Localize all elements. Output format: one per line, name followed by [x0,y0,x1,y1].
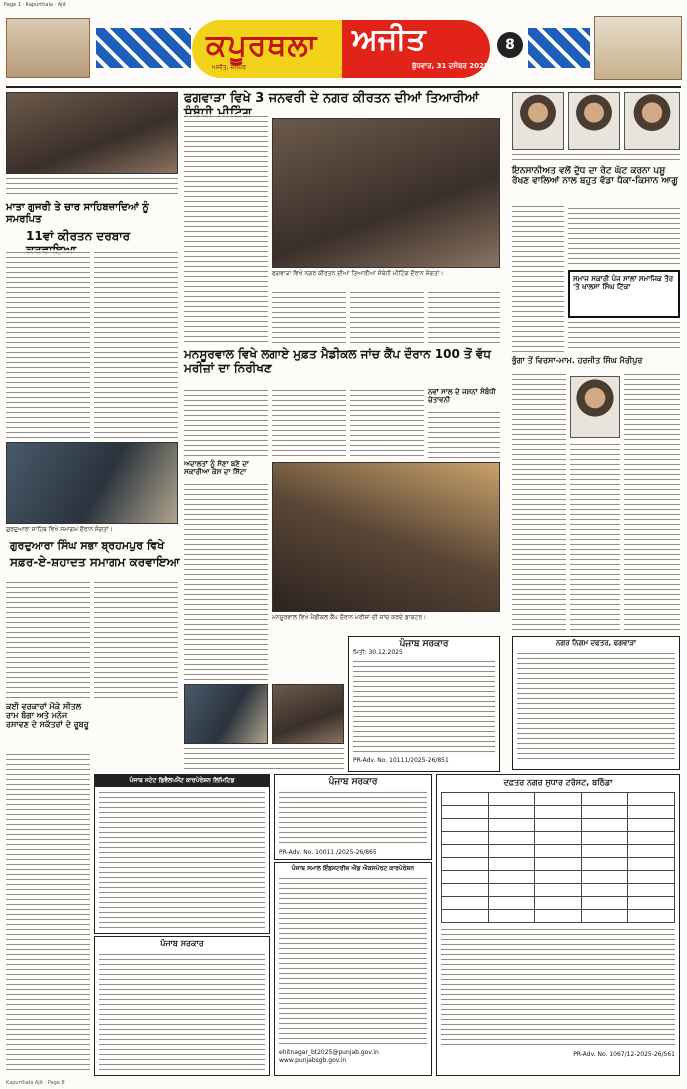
masthead-date: ਬੁੱਧਵਾਰ, 31 ਦਸੰਬਰ 2025 [412,62,489,70]
nagar-nigam-title: ਨਗਰ ਨਿਗਮ ਦਫਤਰ, ਫਗਵਾੜਾ [555,639,637,647]
pssdc-title: ਪੰਜਾਬ ਸਟੇਟ ਡਿਵੈਲਪਮੈਂਟ ਕਾਰਪੋਰੇਸ਼ਨ ਲਿਮਿਟਿਡ [95,775,269,787]
kicker-box [568,270,680,318]
nagar-sudhar-title: ਦਫ਼ਤਰ ਨਗਰ ਸੁਧਾਰ ਟਰੱਸਟ, ਬਠਿੰਡਾ [503,778,613,787]
article-8-body [184,482,268,682]
ad-3-pr-number: PR-Adv. No. 10011 /2025-26/865 [279,849,377,856]
article-1-body-col2 [272,290,346,344]
portrait-1 [512,92,564,150]
kicker-box-text: ਸਮਾਜ ਸਕਾਰੀ ਪੰਜ ਸਾਲਾਂ ਸਮਾਜਿਕ ਤੌਰ 'ਤੇ ਖਾਲਸਾ ਸਿੰਘ ਟਿੱਕਾ [573,275,674,292]
pssdc-ad [94,774,270,934]
masthead-title-left: ਕਪੂਰਥਲਾ [206,28,318,63]
article-1-headline: ਫਗਵਾੜਾ ਵਿਖੇ 3 ਜਨਵਰੀ ਦੇ ਨਗਰ ਕੀਰਤਨ ਦੀਆਂ ਤਿਆਰੀਆਂ [184,91,479,106]
masthead [0,12,687,86]
title-right-panel [342,20,490,78]
article-2-body-col1 [6,250,90,438]
gurdwara-sangat-photo [6,442,178,524]
article-6-body-col1 [512,372,566,634]
masthead-rule [6,86,681,88]
psiec-email: ehitnagar_bt2025@punjab.gov.in [279,1049,379,1056]
punjab-sarkar-ad-3 [274,774,432,860]
article-1-body-col3 [350,290,424,344]
psiec-ad [274,862,432,1076]
article-5-body-col3 [568,320,680,352]
kirtan-stage-photo [6,92,178,174]
page-footer: Kapurthala Ajit · Page 8 [6,1080,65,1086]
article-4-subheadline: ਸਫ਼ਰ-ਏ-ਸ਼ਹਾਦਤ ਸਮਾਗਮ ਕਰਵਾਇਆ [10,555,180,569]
nagar-nigam-body [517,651,675,759]
psiec-body [279,876,427,1046]
nagar-nigam-ad [512,636,680,770]
article-5-headline: ਇਨਸਾਨੀਅਤ ਵਲੋਂ ਦੁੱਧ ਦਾ ਰੇਟ ਘੱਟ ਕਰਨਾ ਪਸ਼ੂ ਰੱਖਣ ਵਾਲਿਆਂ ਨਾਲ ਬਹੁਤ ਵੱਡਾ ਧੱਕਾ-ਕਿਸਾਨ ਆਗੂ [512,166,678,187]
camp-group-photo-1 [184,684,268,744]
nagar-sudhar-table [441,792,675,923]
article-8-headline: ਅਦਾਲਤਾਂ ਨੂੰ ਸੋਣਾ ਬਣੇ ਦਾ ਸਕਾਰੀਆ ਕੇਸ ਦਾ ਸਿੱਟਾ [184,460,249,477]
photo-caption-lines [6,176,178,198]
caption-2: ਮਨਸੂਰਵਾਲ ਵਿਖੇ ਮੈਡੀਕਲ ਕੈਂਪ ਦੌਰਾਨ ਮਰੀਜ਼ਾਂ ਦੀ ਜਾਂਚ ਕਰਦੇ ਡਾਕਟਰ। [272,614,427,621]
ad-1-date: ਮਿਤੀ: 30.12.2025 [353,649,403,656]
article-3-body-col2 [272,388,346,458]
ad-2-body [99,952,265,1070]
portrait-3 [624,92,680,150]
group-photo-caption [184,746,344,770]
article-2-headline: ਮਾਤਾ ਗੁਜਰੀ ਤੇ ਚਾਰ ਸਾਹਿਬਜ਼ਾਦਿਆਂ ਨੂੰ ਸਮਰਪਿਤ [6,202,149,225]
ad-1-title: ਪੰਜਾਬ ਸਰਕਾਰ [399,639,449,649]
nagar-sudhar-trust-ad [436,774,680,1076]
article-5-body-col2 [568,206,680,266]
nagar-sudhar-terms [441,927,675,1047]
page-number-badge: 8 [497,32,523,58]
caption-1: ਫਗਵਾੜਾ ਵਿਖੇ ਨਗਰ ਕੀਰਤਨ ਦੀਆਂ ਤਿਆਰੀਆਂ ਸੰਬੰਧੀ ਮੀਟਿੰਗ ਦੌਰਾਨ ਸੰਗਤਾਂ। [272,270,444,277]
ad-3-body [279,790,427,846]
article-6-body-col2 [624,372,680,634]
article-5-body-col1 [512,204,564,352]
article-6-headline: ਭੁੰਗਾ ਤੋਂ ਵਿਰਸਾ-ਮਾਮ. ਹਰਜੀਤ ਸਿੰਘ ਮੈਰੀਪੁਰ [512,356,643,365]
article-6-body-col3 [570,442,620,634]
punjab-sarkar-ad-1 [348,636,500,772]
caption-3: ਗੁਰਦੁਆਰਾ ਸਾਹਿਬ ਵਿਖੇ ਸਮਾਗਮ ਦੌਰਾਨ ਸੰਗਤਾਂ। [6,526,113,533]
article-4-body-col2 [94,580,178,700]
article-1-body-col1 [184,114,268,344]
psiec-website: www.punjabsgb.gov.in [279,1057,347,1064]
medical-camp-photo [272,462,500,612]
article-7-headline: ਕਈ ਵਰਕਾਰਾਂ ਮੌਕੇ ਸੀਤਲ ਰਾਮ ਬੰਗਾ ਅਤੇ ਮਨੋਜ ਰਸਾਵਣ ਦੇ ਸਕੱਤਰਾਂ ਦੇ ਰੂਬਰੂ [6,702,89,730]
article-3-headline: ਮਨਸੂਰਵਾਲ ਵਿਖੇ ਲਗਾਏ ਮੁਫ਼ਤ ਮੈਡੀਕਲ ਜਾਂਚ ਕੈਂਪ ਦੌਰਾਨ 100 ਤੋਂ ਵੱਧ ਮਰੀਜ਼ਾਂ ਦਾ ਨਿਰੀਖਣ [184,347,491,375]
meeting-photo [272,118,500,268]
right-pattern-decoration [528,28,590,68]
portrait-2 [568,92,620,150]
portrait-harjit-singh [570,376,620,438]
portraits-caption [512,152,680,164]
pssdc-body [99,790,265,930]
nagar-sudhar-pr-number: PR-Adv. No. 1067/12-2025-26/561 [573,1051,675,1058]
ad-3-title: ਪੰਜਾਬ ਸਰਕਾਰ [328,777,378,787]
ad-1-pr-number: PR-Adv. No. 10111/2025-26/851 [353,757,449,764]
article-1-body-col4 [428,290,500,344]
punjab-sarkar-ad-2 [94,936,270,1076]
right-building-image [594,16,682,80]
article-2-subheadline: 11ਵਾਂ ਕੀਰਤਨ ਦਰਬਾਰ [26,229,131,243]
psiec-title: ਪੰਜਾਬ ਸਮਾਲ ਇੰਡਸਟਰੀਜ਼ ਐਂਡ ਐਕਸਪੋਰਟ ਕਾਰਪੋਰੇਸ਼ਨ [291,865,415,872]
article-4-headline: ਗੁਰਦੁਆਰਾ ਸਿੰਘ ਸਭਾ ਬ੍ਰਹਮਪੁਰ ਵਿਖੇ [10,539,165,552]
masthead-subtitle: ਅਜੀਤ, ਜਲੰਧਰ [212,64,247,71]
ad-2-title: ਪੰਜਾਬ ਸਰਕਾਰ [160,939,204,948]
ad-1-body [353,659,495,755]
masthead-title-right: ਅਜੀਤ [352,22,426,57]
left-building-image [6,18,90,78]
article-3-body-col3 [350,388,424,458]
left-pattern-decoration [96,28,191,68]
article-4-body-col1 [6,580,90,700]
article-9-body [428,410,500,458]
article-2-body-col2 [94,250,178,438]
top-info-strip: Page 1 · Kapurthala · Ajit [4,2,66,8]
article-7-body [6,752,90,1070]
article-3-body-col1 [184,388,268,458]
article-9-headline: ਨਵਾਂ ਸਾਲ ਦੇ ਜਸ਼ਨਾਂ ਸੰਬੰਧੀ ਚੇਤਾਵਨੀ [428,388,496,405]
camp-group-photo-2 [272,684,344,744]
